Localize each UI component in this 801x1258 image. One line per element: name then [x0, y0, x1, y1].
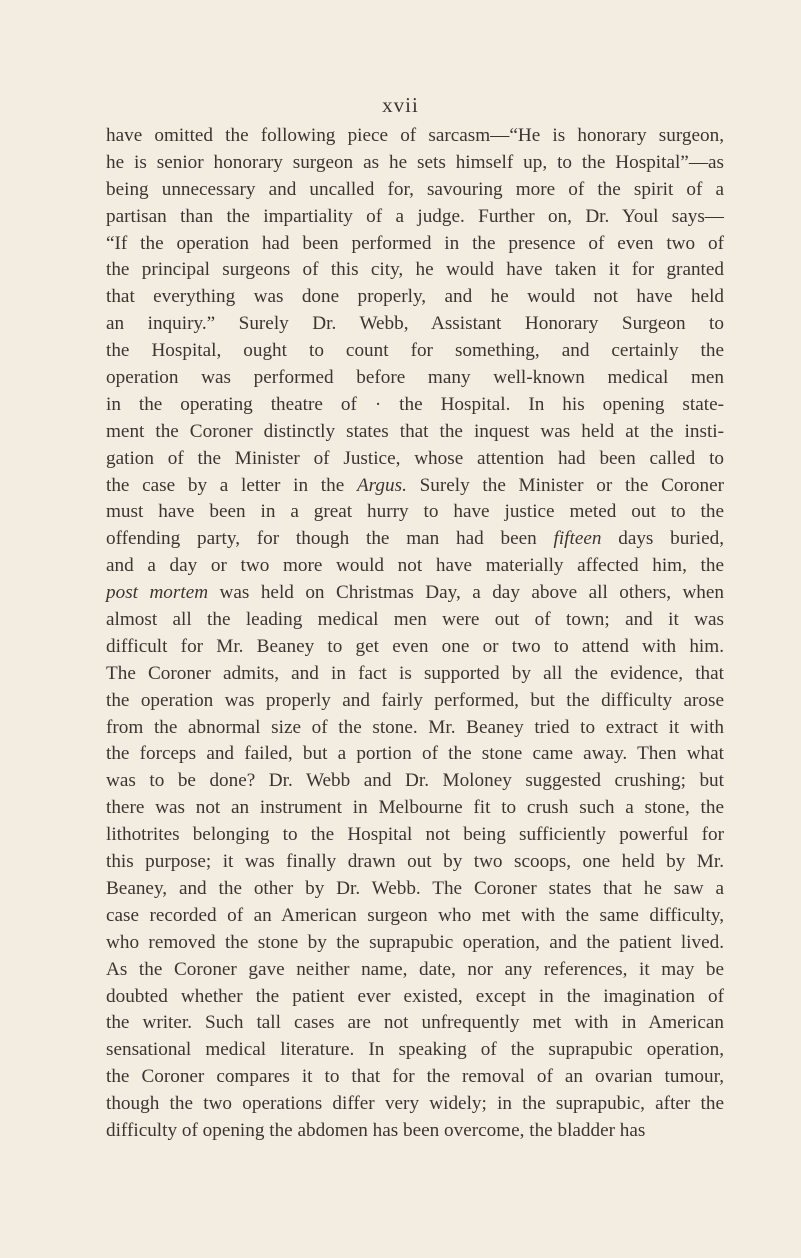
- text-line: [106, 634, 724, 661]
- text-line: [106, 580, 724, 607]
- italic-text: post mortem: [106, 582, 209, 604]
- text-segment: As the Coroner gave neither name, date, nor any references, it may be: [106, 958, 724, 980]
- text-line: [106, 392, 724, 419]
- text-line: [106, 526, 724, 553]
- text-line: [106, 284, 724, 311]
- text-line: [106, 204, 724, 231]
- text-segment: though the two operations differ very widely; in the suprapubic, after the: [106, 1093, 724, 1115]
- text-segment: the forceps and failed, but a portion of the stone came away. Then what: [106, 743, 724, 765]
- text-line: [106, 1010, 724, 1037]
- text-segment: case recorded of an American surgeon who met with the same difficulty,: [106, 904, 724, 926]
- text-segment: Surely the Minister or the Coroner: [406, 474, 724, 496]
- text-line: [106, 876, 724, 903]
- text-line: [106, 231, 724, 258]
- text-segment: must have been in a great hurry to have justice meted out to the: [106, 501, 724, 523]
- text-line: [106, 688, 724, 715]
- text-line: [106, 930, 724, 957]
- text-segment: there was not an instrument in Melbourne fit to crush such a stone, the: [106, 797, 724, 819]
- text-segment: doubted whether the patient ever existed, except in the imagination of: [106, 985, 724, 1007]
- text-segment: the Hospital, ought to count for something, and certainly the: [106, 340, 724, 362]
- text-line: [106, 177, 724, 204]
- text-segment: partisan than the impartiality of a judge. Further on, Dr. Youl says—: [106, 205, 724, 227]
- text-segment: days buried,: [601, 528, 724, 550]
- text-segment: gation of the Minister of Justice, whose attention had been called to: [106, 447, 724, 469]
- text-segment: and a day or two more would not have materially affected him, the: [106, 555, 724, 577]
- text-segment: being unnecessary and uncalled for, savouring more of the spirit of a: [106, 178, 724, 200]
- text-segment: the writer. Such tall cases are not unfrequently met with in American: [106, 1012, 724, 1034]
- text-line: [106, 123, 724, 150]
- text-segment: difficulty of opening the abdomen has been overcome, the bladder has: [106, 1119, 646, 1141]
- text-segment: in the operating theatre of · the Hospital. In his opening state-: [106, 393, 724, 415]
- text-line: [106, 822, 724, 849]
- text-line: [106, 150, 724, 177]
- text-line: [106, 553, 724, 580]
- text-segment: the Coroner compares it to that for the removal of an ovarian tumour,: [106, 1066, 724, 1088]
- text-line: [106, 338, 724, 365]
- text-segment: sensational medical literature. In speaking of the suprapubic operation,: [106, 1039, 724, 1061]
- text-line: [106, 741, 724, 768]
- text-segment: was held on Christmas Day, a day above all others, when: [208, 582, 725, 604]
- text-segment: the operation was properly and fairly performed, but the difficulty arose: [106, 689, 724, 711]
- text-line: [106, 1037, 724, 1064]
- text-line: [106, 903, 724, 930]
- text-segment: difficult for Mr. Beaney to get even one or two to attend with him.: [106, 635, 724, 657]
- text-segment: ment the Coroner distinctly states that the inquest was held at the insti-: [106, 420, 724, 442]
- text-segment: from the abnormal size of the stone. Mr. Beaney tried to extract it with: [106, 716, 724, 738]
- text-line: [106, 1064, 724, 1091]
- text-segment: almost all the leading medical men were out of town; and it was: [106, 609, 724, 631]
- text-line: [106, 473, 724, 500]
- text-line: [106, 984, 724, 1011]
- text-segment: The Coroner admits, and in fact is supported by all the evidence, that: [106, 662, 724, 684]
- text-line: [106, 661, 724, 688]
- text-line: [106, 768, 724, 795]
- text-line: [106, 446, 724, 473]
- text-line: [106, 957, 724, 984]
- text-line: [106, 849, 724, 876]
- text-line: [106, 311, 724, 338]
- text-segment: the principal surgeons of this city, he would have taken it for granted: [106, 259, 724, 281]
- text-segment: an inquiry.” Surely Dr. Webb, Assistant Honorary Surgeon to: [106, 313, 724, 335]
- text-line: [106, 257, 724, 284]
- text-segment: was to be done? Dr. Webb and Dr. Moloney suggested crushing; but: [106, 770, 724, 792]
- page-number: xvii: [382, 93, 419, 117]
- body-text: [106, 123, 724, 1145]
- italic-text: fifteen: [553, 528, 602, 550]
- text-line: [106, 419, 724, 446]
- text-line: [106, 795, 724, 822]
- text-segment: who removed the stone by the suprapubic operation, and the patient lived.: [106, 931, 724, 953]
- text-segment: operation was performed before many well-known medical men: [106, 367, 724, 389]
- text-segment: that everything was done properly, and he would not have held: [106, 286, 724, 308]
- text-line: [106, 1118, 724, 1145]
- text-segment: “If the operation had been performed in the presence of even two of: [106, 232, 724, 254]
- text-line: [106, 499, 724, 526]
- text-segment: offending party, for though the man had been: [106, 528, 554, 550]
- text-segment: the case by a letter in the: [106, 474, 357, 496]
- text-segment: he is senior honorary surgeon as he sets himself up, to the Hospital”—as: [106, 151, 724, 173]
- text-segment: this purpose; it was finally drawn out by two scoops, one held by Mr.: [106, 851, 724, 873]
- text-line: [106, 607, 724, 634]
- text-segment: Beaney, and the other by Dr. Webb. The Coroner states that he saw a: [106, 877, 724, 899]
- text-line: [106, 1091, 724, 1118]
- text-segment: lithotrites belonging to the Hospital not being sufficiently powerful for: [106, 824, 724, 846]
- text-segment: have omitted the following piece of sarcasm—“He is honorary surgeon,: [106, 125, 724, 146]
- italic-text: Argus.: [356, 474, 407, 496]
- text-line: [106, 365, 724, 392]
- text-line: [106, 715, 724, 742]
